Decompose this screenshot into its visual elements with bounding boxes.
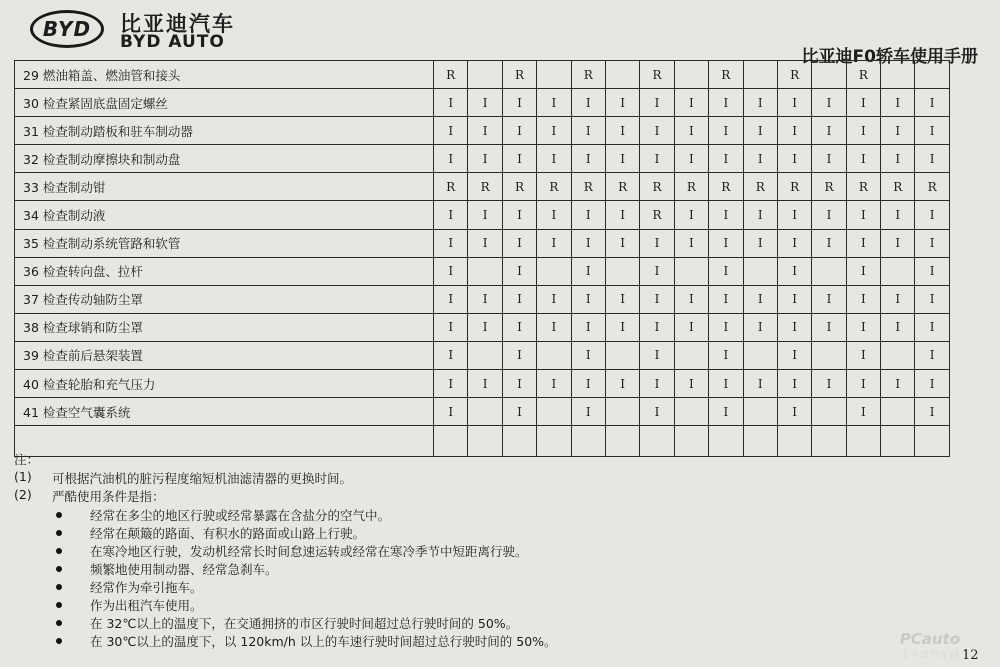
interval-cell: I (537, 370, 571, 398)
interval-cell: I (640, 89, 674, 117)
interval-cell: I (571, 398, 605, 426)
interval-cell: I (537, 285, 571, 313)
interval-cell: I (915, 229, 949, 257)
interval-cell: I (846, 89, 880, 117)
maintenance-schedule-table (14, 60, 950, 457)
interval-cell: I (640, 285, 674, 313)
interval-cell (881, 341, 915, 369)
interval-cell (915, 61, 949, 89)
interval-cell: I (674, 229, 708, 257)
interval-cell (674, 426, 708, 457)
interval-cell: I (846, 341, 880, 369)
interval-cell: R (537, 173, 571, 201)
interval-cell: I (743, 201, 777, 229)
interval-cell: I (915, 341, 949, 369)
interval-cell: R (743, 173, 777, 201)
interval-cell: I (743, 285, 777, 313)
severe-condition-item: 在 32℃以上的温度下，在交通拥挤的市区行驶时间超过总行驶时间的 50%。 (90, 616, 519, 631)
interval-cell (605, 61, 639, 89)
interval-cell: I (537, 201, 571, 229)
maintenance-item: 39 检查前后悬架装置 (15, 341, 434, 369)
interval-cell (674, 257, 708, 285)
interval-cell: I (640, 313, 674, 341)
severe-condition-item: 经常在多尘的地区行驶或经常暴露在含盐分的空气中。 (90, 508, 391, 523)
bullet-icon (56, 638, 62, 644)
interval-cell (468, 61, 502, 89)
interval-cell: I (743, 313, 777, 341)
maintenance-item: 30 检查紧固底盘固定螺丝 (15, 89, 434, 117)
interval-cell: I (605, 117, 639, 145)
interval-cell: I (709, 313, 743, 341)
note-1-text: 可根据汽油机的脏污程度缩短机油滤清器的更换时间。 (52, 471, 353, 486)
page-number: 12 (962, 648, 979, 663)
interval-cell: I (434, 313, 468, 341)
interval-cell: I (743, 370, 777, 398)
interval-cell: I (812, 145, 846, 173)
interval-cell: I (502, 285, 536, 313)
table-row (15, 61, 950, 89)
interval-cell: I (709, 117, 743, 145)
interval-cell: I (468, 201, 502, 229)
interval-cell: I (434, 201, 468, 229)
maintenance-item: 33 检查制动钳 (15, 173, 434, 201)
interval-cell: I (881, 229, 915, 257)
bullet-icon (56, 584, 62, 590)
interval-cell (881, 257, 915, 285)
interval-cell: I (434, 117, 468, 145)
interval-cell: I (846, 285, 880, 313)
interval-cell (468, 341, 502, 369)
note-2-text: 严酷使用条件是指： (52, 489, 165, 504)
interval-cell: I (537, 313, 571, 341)
interval-cell: I (640, 341, 674, 369)
interval-cell (537, 257, 571, 285)
interval-cell: I (674, 201, 708, 229)
manual-title: 比亚迪F0轿车使用手册 (801, 47, 978, 67)
interval-cell (605, 341, 639, 369)
note-1-number: (1) (14, 469, 32, 484)
interval-cell: R (881, 173, 915, 201)
interval-cell: I (846, 313, 880, 341)
interval-cell (812, 398, 846, 426)
interval-cell: I (434, 257, 468, 285)
interval-cell (537, 341, 571, 369)
interval-cell: I (571, 257, 605, 285)
interval-cell: I (777, 229, 811, 257)
interval-cell: I (915, 117, 949, 145)
interval-cell: I (674, 117, 708, 145)
interval-cell: I (674, 285, 708, 313)
interval-cell: I (743, 229, 777, 257)
interval-cell: I (915, 201, 949, 229)
interval-cell: I (468, 285, 502, 313)
interval-cell: I (915, 285, 949, 313)
maintenance-item: 35 检查制动系统管路和软管 (15, 229, 434, 257)
interval-cell: I (434, 341, 468, 369)
interval-cell (537, 426, 571, 457)
interval-cell: I (915, 370, 949, 398)
bullet-icon (56, 548, 62, 554)
interval-cell: I (777, 341, 811, 369)
interval-cell (777, 426, 811, 457)
table-row (15, 229, 950, 257)
interval-cell: I (846, 145, 880, 173)
interval-cell: I (812, 117, 846, 145)
interval-cell: I (434, 285, 468, 313)
interval-cell: I (709, 285, 743, 313)
severe-condition-item: 经常在颠簸的路面、有积水的路面或山路上行驶。 (90, 526, 366, 541)
brand-name-en: BYD AUTO (120, 32, 225, 52)
interval-cell: I (881, 313, 915, 341)
interval-cell: I (812, 201, 846, 229)
table-row (15, 117, 950, 145)
interval-cell: I (674, 313, 708, 341)
interval-cell: I (640, 145, 674, 173)
interval-cell (674, 61, 708, 89)
table-row (15, 285, 950, 313)
interval-cell: I (571, 341, 605, 369)
interval-cell: I (605, 89, 639, 117)
interval-cell: I (468, 370, 502, 398)
interval-cell: I (777, 201, 811, 229)
interval-cell: I (434, 145, 468, 173)
interval-cell: I (812, 89, 846, 117)
interval-cell: I (605, 370, 639, 398)
interval-cell: I (605, 285, 639, 313)
maintenance-item: 37 检查传动轴防尘罩 (15, 285, 434, 313)
interval-cell: I (468, 145, 502, 173)
logo-text: BYD (42, 17, 92, 41)
interval-cell: I (502, 201, 536, 229)
interval-cell: I (640, 229, 674, 257)
interval-cell (434, 426, 468, 457)
interval-cell (743, 426, 777, 457)
interval-cell (881, 426, 915, 457)
interval-cell: I (571, 145, 605, 173)
interval-cell: I (846, 117, 880, 145)
interval-cell: I (777, 257, 811, 285)
interval-cell (812, 341, 846, 369)
interval-cell: I (674, 145, 708, 173)
page-header (0, 0, 1000, 67)
interval-cell: I (640, 117, 674, 145)
table-row (15, 341, 950, 369)
interval-cell (915, 426, 949, 457)
interval-cell: I (915, 313, 949, 341)
watermark-logo: PCauto (899, 630, 960, 648)
interval-cell: I (777, 313, 811, 341)
interval-cell: I (537, 229, 571, 257)
interval-cell: I (709, 89, 743, 117)
interval-cell (502, 426, 536, 457)
interval-cell (605, 398, 639, 426)
maintenance-item: 34 检查制动液 (15, 201, 434, 229)
interval-cell (709, 426, 743, 457)
interval-cell: I (709, 398, 743, 426)
interval-cell: R (812, 173, 846, 201)
interval-cell: I (881, 89, 915, 117)
severe-condition-item: 在 30℃以上的温度下，以 120km/h 以上的车速行驶时间超过总行驶时间的 50%。 (90, 634, 557, 649)
interval-cell: I (605, 145, 639, 173)
interval-cell: I (915, 398, 949, 426)
interval-cell: I (777, 370, 811, 398)
interval-cell: I (777, 117, 811, 145)
interval-cell: I (468, 89, 502, 117)
brand-name-cn: 比亚迪汽车 (120, 12, 235, 36)
interval-cell: I (812, 285, 846, 313)
interval-cell (743, 257, 777, 285)
table-row (15, 313, 950, 341)
interval-cell: I (434, 370, 468, 398)
interval-cell: R (846, 61, 880, 89)
interval-cell: I (502, 145, 536, 173)
interval-cell (743, 341, 777, 369)
table-row (15, 370, 950, 398)
interval-cell: I (605, 229, 639, 257)
interval-cell: I (537, 145, 571, 173)
interval-cell (571, 426, 605, 457)
severe-condition-item: 在寒冷地区行驶，发动机经常长时间怠速运转或经常在寒冷季节中短距离行驶。 (90, 544, 528, 559)
maintenance-item: 32 检查制动摩擦块和制动盘 (15, 145, 434, 173)
interval-cell: I (605, 313, 639, 341)
interval-cell: I (777, 89, 811, 117)
interval-cell: I (674, 370, 708, 398)
interval-cell (846, 426, 880, 457)
interval-cell: I (812, 370, 846, 398)
table-row (15, 173, 950, 201)
interval-cell: I (709, 370, 743, 398)
interval-cell (640, 426, 674, 457)
interval-cell (881, 398, 915, 426)
interval-cell: I (571, 117, 605, 145)
interval-cell: R (640, 201, 674, 229)
interval-cell: I (571, 229, 605, 257)
interval-cell: I (468, 117, 502, 145)
interval-cell (468, 257, 502, 285)
bullet-icon (56, 566, 62, 572)
maintenance-item: 36 检查转向盘、拉杆 (15, 257, 434, 285)
interval-cell: I (812, 313, 846, 341)
notes-heading: 注： (14, 452, 40, 467)
interval-cell (674, 341, 708, 369)
interval-cell: I (743, 145, 777, 173)
interval-cell: I (468, 313, 502, 341)
interval-cell (743, 398, 777, 426)
interval-cell: I (777, 398, 811, 426)
interval-cell: R (605, 173, 639, 201)
interval-cell (812, 257, 846, 285)
interval-cell: I (881, 201, 915, 229)
interval-cell: R (709, 173, 743, 201)
severe-condition-item: 频繁地使用制动器、经常急刹车。 (90, 562, 278, 577)
interval-cell: I (537, 89, 571, 117)
interval-cell: R (571, 61, 605, 89)
table-row (15, 426, 950, 457)
interval-cell: I (502, 370, 536, 398)
interval-cell: I (915, 145, 949, 173)
interval-cell: I (846, 201, 880, 229)
bullet-icon (56, 602, 62, 608)
interval-cell: I (434, 398, 468, 426)
interval-cell: I (777, 285, 811, 313)
interval-cell: I (468, 229, 502, 257)
interval-cell (743, 61, 777, 89)
maintenance-item: 38 检查球销和防尘罩 (15, 313, 434, 341)
interval-cell (812, 426, 846, 457)
maintenance-item: 41 检查空气囊系统 (15, 398, 434, 426)
interval-cell: R (846, 173, 880, 201)
interval-cell: I (502, 117, 536, 145)
interval-cell: I (881, 370, 915, 398)
maintenance-item: 31 检查制动踏板和驻车制动器 (15, 117, 434, 145)
interval-cell: I (812, 229, 846, 257)
interval-cell: R (434, 61, 468, 89)
interval-cell: I (881, 145, 915, 173)
interval-cell: I (605, 201, 639, 229)
interval-cell (605, 257, 639, 285)
table-row (15, 257, 950, 285)
interval-cell: I (846, 370, 880, 398)
interval-cell: I (640, 257, 674, 285)
maintenance-item (15, 426, 434, 457)
interval-cell: I (502, 313, 536, 341)
interval-cell: I (640, 370, 674, 398)
interval-cell: R (502, 61, 536, 89)
interval-cell: R (674, 173, 708, 201)
interval-cell: I (777, 145, 811, 173)
interval-cell (605, 426, 639, 457)
interval-cell: I (502, 398, 536, 426)
byd-logo (30, 10, 104, 48)
interval-cell: I (434, 229, 468, 257)
interval-cell: I (743, 117, 777, 145)
interval-cell: I (502, 229, 536, 257)
interval-cell: R (502, 173, 536, 201)
interval-cell: I (881, 117, 915, 145)
interval-cell: I (709, 145, 743, 173)
interval-cell: I (709, 341, 743, 369)
interval-cell: I (640, 398, 674, 426)
severe-condition-item: 作为出租汽车使用。 (90, 598, 203, 613)
interval-cell: I (743, 89, 777, 117)
interval-cell: R (434, 173, 468, 201)
bullet-icon (56, 620, 62, 626)
table-row (15, 201, 950, 229)
interval-cell: I (709, 229, 743, 257)
bullet-icon (56, 512, 62, 518)
interval-cell: I (674, 89, 708, 117)
interval-cell: I (915, 257, 949, 285)
interval-cell: I (846, 398, 880, 426)
watermark-subtitle: 太平洋汽车网 (899, 651, 960, 661)
interval-cell: R (640, 173, 674, 201)
interval-cell: I (881, 285, 915, 313)
interval-cell: I (502, 341, 536, 369)
interval-cell (812, 61, 846, 89)
interval-cell: R (709, 61, 743, 89)
interval-cell: I (571, 285, 605, 313)
bullet-icon (56, 530, 62, 536)
interval-cell: I (709, 201, 743, 229)
interval-cell: I (434, 89, 468, 117)
interval-cell: R (915, 173, 949, 201)
interval-cell: I (846, 229, 880, 257)
interval-cell: I (571, 370, 605, 398)
table-row (15, 89, 950, 117)
interval-cell: R (468, 173, 502, 201)
interval-cell (468, 398, 502, 426)
interval-cell: I (915, 89, 949, 117)
interval-cell (468, 426, 502, 457)
note-2-number: (2) (14, 487, 32, 502)
severe-condition-item: 经常作为牵引拖车。 (90, 580, 203, 595)
maintenance-item: 40 检查轮胎和充气压力 (15, 370, 434, 398)
table-row (15, 145, 950, 173)
interval-cell: I (571, 89, 605, 117)
interval-cell: I (571, 201, 605, 229)
interval-cell: I (502, 89, 536, 117)
interval-cell (881, 61, 915, 89)
interval-cell: I (537, 117, 571, 145)
interval-cell: I (571, 313, 605, 341)
interval-cell: R (571, 173, 605, 201)
interval-cell: R (777, 173, 811, 201)
interval-cell (537, 398, 571, 426)
interval-cell: I (709, 257, 743, 285)
interval-cell: I (846, 257, 880, 285)
interval-cell: R (640, 61, 674, 89)
table-row (15, 398, 950, 426)
maintenance-item: 29 燃油箱盖、燃油管和接头 (15, 61, 434, 89)
interval-cell: I (502, 257, 536, 285)
interval-cell (674, 398, 708, 426)
interval-cell: R (777, 61, 811, 89)
interval-cell (537, 61, 571, 89)
